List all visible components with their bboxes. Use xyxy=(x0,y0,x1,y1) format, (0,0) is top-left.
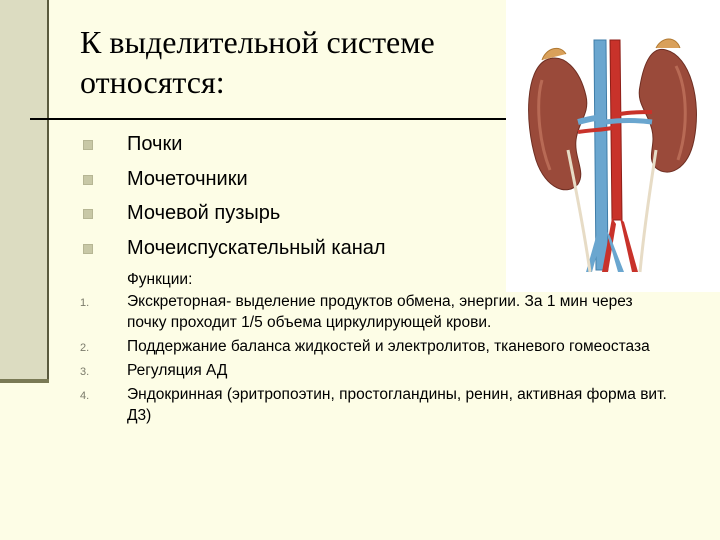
list-item xyxy=(0,200,520,235)
function-text: Поддержание баланса жидкостей и электролитов, тканевого гомеостаза xyxy=(127,338,650,355)
title-underline xyxy=(30,118,508,120)
list-item xyxy=(0,384,720,426)
bullet-text: Мочеточники xyxy=(127,167,248,190)
bullet-list xyxy=(0,131,520,269)
list-number: 2. xyxy=(80,342,90,354)
list-item xyxy=(0,360,720,381)
list-item xyxy=(0,291,720,333)
list-item xyxy=(0,131,520,166)
kidneys-anatomy-illustration xyxy=(506,0,720,292)
function-text: Эндокринная (эритропоэтин, простогландины, ренин, активная форма вит. Д3) xyxy=(127,386,667,424)
list-item xyxy=(0,166,520,201)
function-text: Экскреторная- выделение продуктов обмена, энергии. За 1 мин через почку проходит 1/5 объема циркулирующей крови. xyxy=(127,293,633,331)
list-item xyxy=(0,235,520,270)
bullet-text: Мочеиспускательный канал xyxy=(127,236,386,259)
bullet-square-icon xyxy=(83,140,93,150)
kidneys-svg xyxy=(506,0,720,292)
bullet-text: Мочевой пузырь xyxy=(127,202,281,224)
bullet-square-icon xyxy=(83,175,93,185)
list-number: 3. xyxy=(80,366,90,378)
left-kidney xyxy=(529,58,587,190)
right-ureter xyxy=(640,150,656,272)
list-item xyxy=(0,336,720,357)
functions-list xyxy=(0,291,720,426)
list-number: 1. xyxy=(80,297,90,309)
bullet-square-icon xyxy=(83,209,93,219)
list-number: 4. xyxy=(80,390,90,402)
bullet-square-icon xyxy=(83,244,93,254)
bullet-text: Почки xyxy=(127,133,183,155)
functions-heading: Функции: xyxy=(127,271,193,288)
slide-title: К выделительной системе относятся: xyxy=(80,24,435,100)
function-text: Регуляция АД xyxy=(127,362,228,379)
